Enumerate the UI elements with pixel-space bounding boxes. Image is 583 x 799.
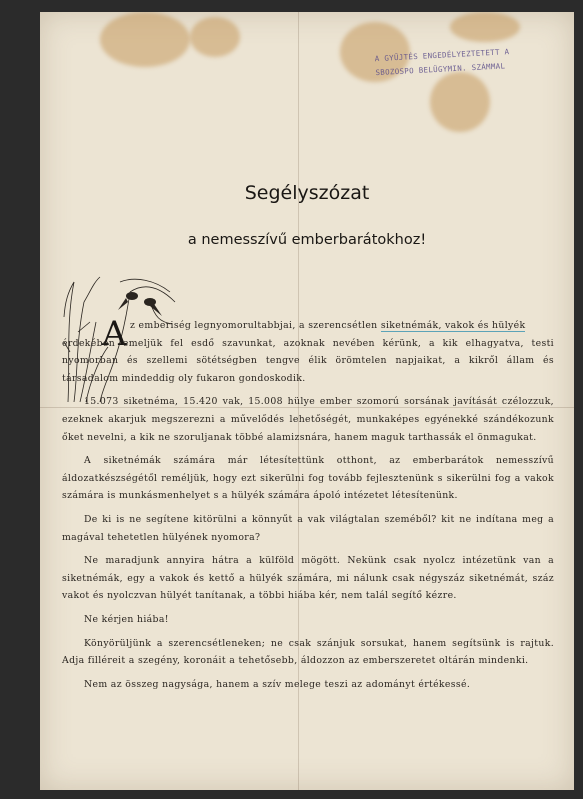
page-subtitle: a nemesszívű emberbarátokhoz! — [187, 232, 427, 248]
stamp-line: A GYŰJTÉS ENGEDÉLYEZTETETT A — [374, 47, 510, 64]
drop-cap: A — [102, 314, 127, 354]
paragraph: A siketnémák számára már létesítettünk otthont, az emberbarátok nemesszívű áldozatkészségétől reméljük, hogy ezt sikerülni fog tovább fejlesztenünk s sikerülni fog a vakok számára is munkásmenhelyet s a hülyék számára ápoló intézetet létesítenünk. — [62, 455, 554, 502]
appeal-text — [62, 314, 554, 699]
paragraph: De ki is ne segítene kitörülni a könnyűt a vak világtalan szeméből? kit ne indítana meg a magával tehetetlen hülyének nyomora? — [62, 513, 554, 543]
document-page — [40, 12, 574, 790]
paragraph: Nem az összeg nagysága, hanem a szív melege teszi az adományt értékessé. — [84, 678, 471, 690]
stain — [450, 12, 520, 42]
paragraph: 15.073 siketnéma, 15.420 vak, 15.008 hülye ember szomorú sorsának javítását czélozzuk, ezeknek akarjuk megszerezni a művelődés lehetőségét, munkaképes egyénekké szándékozunk őket nevelni, a kik ne szoruljanak többé alamizsnára, hanem maguk tarthassák el önmagukat. — [62, 396, 554, 443]
paragraph: Ne maradjunk annyira hátra a külföld mögött. Nekünk csak nyolcz intézetünk van a siketnémák, egy a vakok és kettő a hülyék számára, mi nálunk csak négyszáz siketnémát, száz vakot és nyolczvan hülyét tanítanak, a többi hiába kér, nem talál segítő kézre. — [62, 555, 554, 602]
stain — [100, 12, 190, 67]
underlined-phrase: siketnémák, vakok és hülyék — [380, 320, 526, 331]
paragraph — [62, 317, 554, 335]
paragraph: Ne kérjen hiába! — [84, 613, 169, 625]
paragraph: Könyörüljünk a szerencsétleneken; ne csak szánjuk sorsukat, hanem segítsünk is rajtuk. Adja filléreit a szegény, koronáit a tehetősebb, áldozzon az emberszeretet oltárán mindenki. — [62, 637, 554, 667]
stamp-line: SBOZOSPO BELÜGYMIN. SZÁMMAL — [375, 61, 506, 78]
page-title: Segélyszózat — [244, 182, 370, 204]
stain — [430, 72, 490, 132]
stain — [190, 17, 240, 57]
paragraph: érdekében emeljük fel esdő szavunkat, azoknak nevében kérünk, a kik elhagyatva, testi nyomorban és szellemi sötétségben tengve élik örömtelen napjaikat, a kikről állam és társadalom mindeddig oly fukaron gondoskodik. — [62, 337, 554, 384]
paragraph-text: z emberiség legnyomorultabbjai, a szerencsétlen — [130, 320, 378, 331]
